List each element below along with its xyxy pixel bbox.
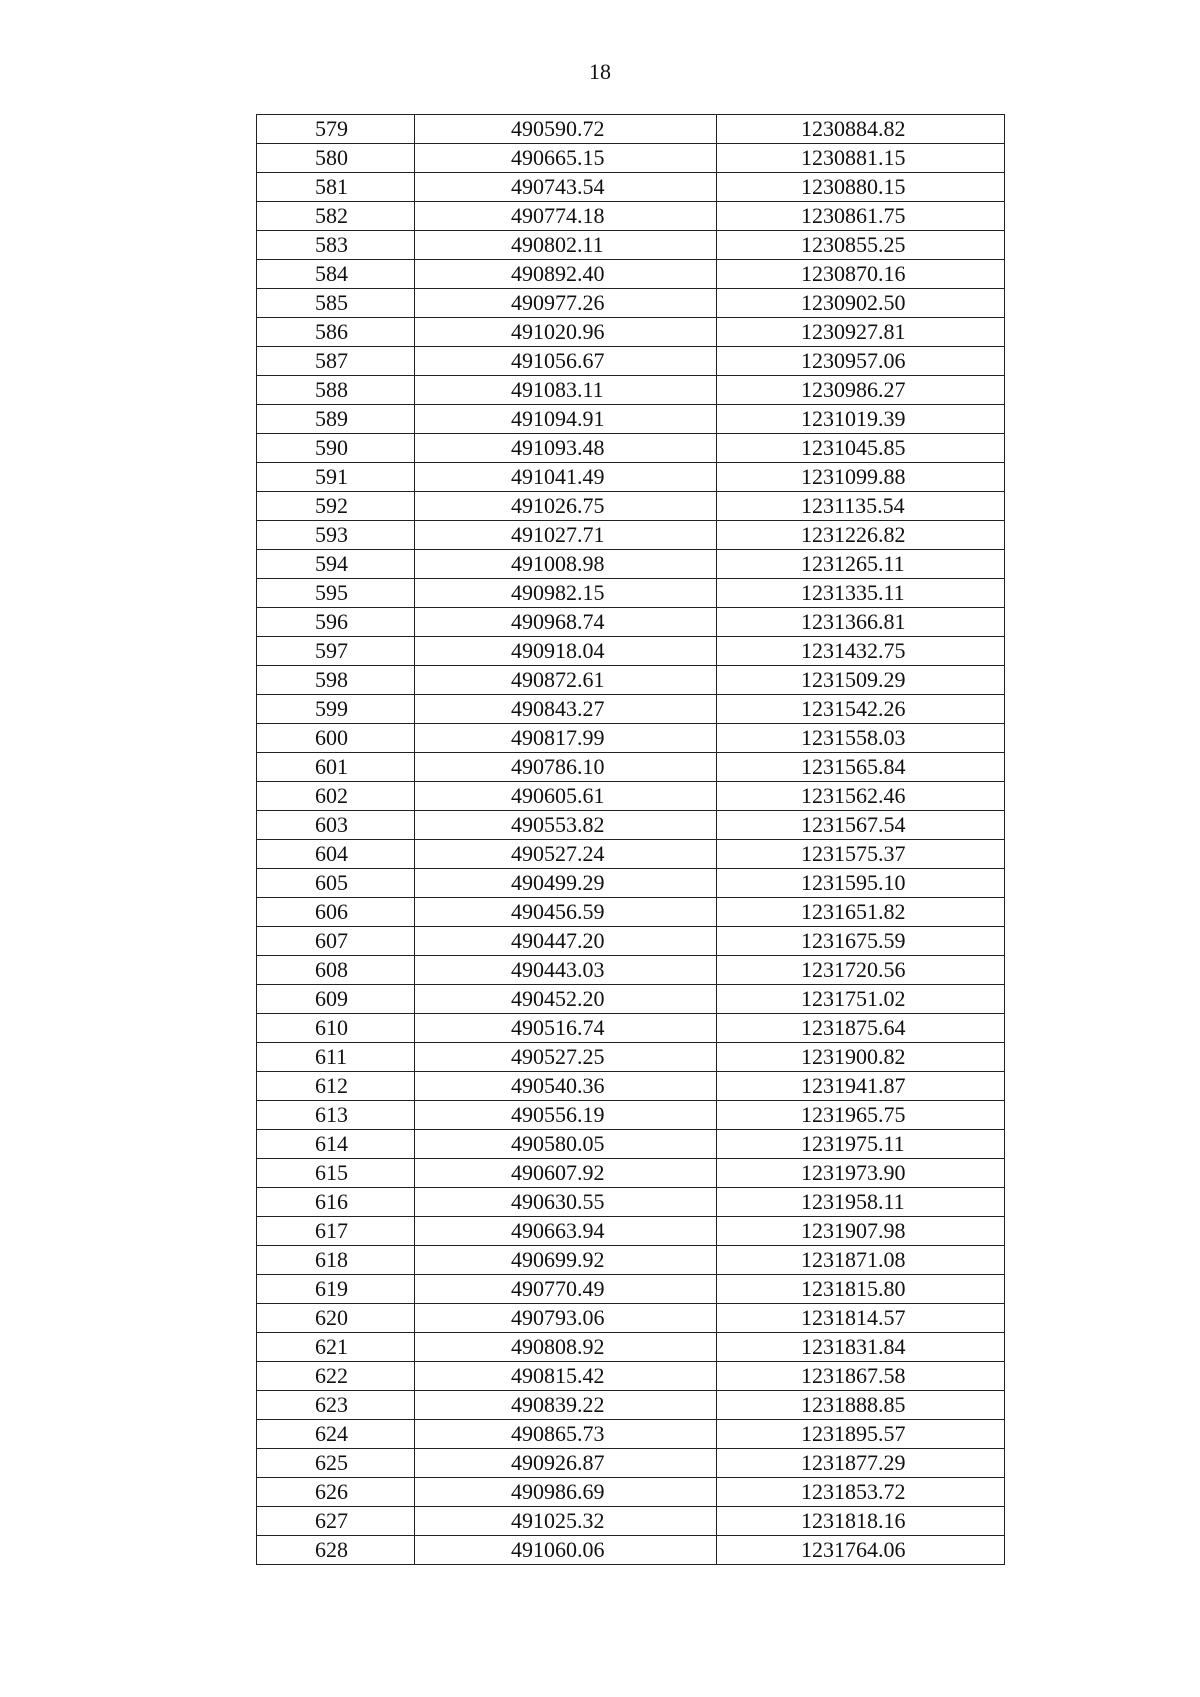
point-number-cell: 619 [257,1275,415,1304]
table-row [257,666,1005,695]
page-number: 18 [589,59,611,84]
table-row [257,1362,1005,1391]
table-row [257,318,1005,347]
x-coordinate-cell: 490770.49 [415,1275,717,1304]
point-number-cell: 621 [257,1333,415,1362]
x-coordinate-cell: 491093.48 [415,434,717,463]
y-coordinate-cell: 1231562.46 [717,782,1005,811]
y-coordinate-cell: 1231366.81 [717,608,1005,637]
point-number-cell: 589 [257,405,415,434]
point-number-cell: 615 [257,1159,415,1188]
point-number-cell: 584 [257,260,415,289]
y-coordinate-cell: 1230957.06 [717,347,1005,376]
point-number-cell: 581 [257,173,415,202]
y-coordinate-cell: 1230884.82 [717,115,1005,144]
table-row [257,579,1005,608]
y-coordinate-cell: 1230927.81 [717,318,1005,347]
table-row [257,840,1005,869]
y-coordinate-cell: 1231751.02 [717,985,1005,1014]
y-coordinate-cell: 1231675.59 [717,927,1005,956]
point-number-cell: 580 [257,144,415,173]
table-row [257,1014,1005,1043]
point-number-cell: 610 [257,1014,415,1043]
x-coordinate-cell: 490786.10 [415,753,717,782]
table-row [257,144,1005,173]
table-row [257,1188,1005,1217]
x-coordinate-cell: 490605.61 [415,782,717,811]
y-coordinate-cell: 1231226.82 [717,521,1005,550]
y-coordinate-cell: 1230870.16 [717,260,1005,289]
y-coordinate-cell: 1230986.27 [717,376,1005,405]
x-coordinate-cell: 490607.92 [415,1159,717,1188]
y-coordinate-cell: 1231831.84 [717,1333,1005,1362]
point-number-cell: 600 [257,724,415,753]
point-number-cell: 612 [257,1072,415,1101]
y-coordinate-cell: 1231335.11 [717,579,1005,608]
table-row [257,1246,1005,1275]
table-row [257,260,1005,289]
point-number-cell: 597 [257,637,415,666]
y-coordinate-cell: 1231432.75 [717,637,1005,666]
y-coordinate-cell: 1231958.11 [717,1188,1005,1217]
y-coordinate-cell: 1231595.10 [717,869,1005,898]
x-coordinate-cell: 490793.06 [415,1304,717,1333]
x-coordinate-cell: 491056.67 [415,347,717,376]
point-number-cell: 616 [257,1188,415,1217]
x-coordinate-cell: 491008.98 [415,550,717,579]
point-number-cell: 594 [257,550,415,579]
table-row [257,608,1005,637]
x-coordinate-cell: 490968.74 [415,608,717,637]
table-row [257,550,1005,579]
table-row [257,1420,1005,1449]
table-row [257,1391,1005,1420]
x-coordinate-cell: 490556.19 [415,1101,717,1130]
x-coordinate-cell: 490499.29 [415,869,717,898]
y-coordinate-cell: 1231900.82 [717,1043,1005,1072]
table-row [257,1304,1005,1333]
x-coordinate-cell: 490918.04 [415,637,717,666]
table-row [257,1130,1005,1159]
y-coordinate-cell: 1231895.57 [717,1420,1005,1449]
x-coordinate-cell: 490982.15 [415,579,717,608]
point-number-cell: 625 [257,1449,415,1478]
table-row [257,1217,1005,1246]
y-coordinate-cell: 1231815.80 [717,1275,1005,1304]
x-coordinate-cell: 490802.11 [415,231,717,260]
y-coordinate-cell: 1231875.64 [717,1014,1005,1043]
x-coordinate-cell: 490527.24 [415,840,717,869]
x-coordinate-cell: 490452.20 [415,985,717,1014]
table-row [257,231,1005,260]
table-row [257,1333,1005,1362]
point-number-cell: 614 [257,1130,415,1159]
x-coordinate-cell: 490527.25 [415,1043,717,1072]
x-coordinate-cell: 490926.87 [415,1449,717,1478]
table-row [257,695,1005,724]
point-number-cell: 587 [257,347,415,376]
x-coordinate-cell: 491083.11 [415,376,717,405]
y-coordinate-cell: 1230855.25 [717,231,1005,260]
x-coordinate-cell: 490743.54 [415,173,717,202]
x-coordinate-cell: 490872.61 [415,666,717,695]
point-number-cell: 586 [257,318,415,347]
y-coordinate-cell: 1231867.58 [717,1362,1005,1391]
x-coordinate-cell: 490843.27 [415,695,717,724]
point-number-cell: 613 [257,1101,415,1130]
y-coordinate-cell: 1231888.85 [717,1391,1005,1420]
table-row [257,434,1005,463]
point-number-cell: 596 [257,608,415,637]
y-coordinate-cell: 1230880.15 [717,173,1005,202]
point-number-cell: 607 [257,927,415,956]
y-coordinate-cell: 1231575.37 [717,840,1005,869]
point-number-cell: 603 [257,811,415,840]
point-number-cell: 601 [257,753,415,782]
point-number-cell: 582 [257,202,415,231]
x-coordinate-cell: 491025.32 [415,1507,717,1536]
y-coordinate-cell: 1231509.29 [717,666,1005,695]
table-row [257,521,1005,550]
table-row [257,173,1005,202]
x-coordinate-cell: 490815.42 [415,1362,717,1391]
table-row [257,1507,1005,1536]
point-number-cell: 626 [257,1478,415,1507]
y-coordinate-cell: 1231975.11 [717,1130,1005,1159]
table-row [257,1072,1005,1101]
y-coordinate-cell: 1231871.08 [717,1246,1005,1275]
table-row [257,202,1005,231]
table-row [257,1536,1005,1565]
point-number-cell: 598 [257,666,415,695]
point-number-cell: 605 [257,869,415,898]
table-row [257,898,1005,927]
x-coordinate-cell: 490817.99 [415,724,717,753]
y-coordinate-cell: 1231558.03 [717,724,1005,753]
table-row [257,927,1005,956]
y-coordinate-cell: 1231720.56 [717,956,1005,985]
table-row [257,956,1005,985]
table-row [257,115,1005,144]
point-number-cell: 628 [257,1536,415,1565]
y-coordinate-cell: 1231567.54 [717,811,1005,840]
point-number-cell: 599 [257,695,415,724]
table-row [257,637,1005,666]
table-row [257,1101,1005,1130]
y-coordinate-cell: 1231907.98 [717,1217,1005,1246]
x-coordinate-cell: 491020.96 [415,318,717,347]
x-coordinate-cell: 490456.59 [415,898,717,927]
x-coordinate-cell: 490540.36 [415,1072,717,1101]
table-row [257,1043,1005,1072]
coordinates-table [256,114,1005,1565]
x-coordinate-cell: 491041.49 [415,463,717,492]
y-coordinate-cell: 1230861.75 [717,202,1005,231]
x-coordinate-cell: 490630.55 [415,1188,717,1217]
point-number-cell: 622 [257,1362,415,1391]
x-coordinate-cell: 490590.72 [415,115,717,144]
point-number-cell: 617 [257,1217,415,1246]
table-row [257,1159,1005,1188]
table-row [257,782,1005,811]
x-coordinate-cell: 490580.05 [415,1130,717,1159]
point-number-cell: 608 [257,956,415,985]
x-coordinate-cell: 490663.94 [415,1217,717,1246]
x-coordinate-cell: 490986.69 [415,1478,717,1507]
table-row [257,347,1005,376]
table-row [257,1275,1005,1304]
point-number-cell: 579 [257,115,415,144]
y-coordinate-cell: 1231941.87 [717,1072,1005,1101]
x-coordinate-cell: 491060.06 [415,1536,717,1565]
y-coordinate-cell: 1231853.72 [717,1478,1005,1507]
point-number-cell: 595 [257,579,415,608]
x-coordinate-cell: 490839.22 [415,1391,717,1420]
point-number-cell: 604 [257,840,415,869]
x-coordinate-cell: 490553.82 [415,811,717,840]
point-number-cell: 583 [257,231,415,260]
point-number-cell: 590 [257,434,415,463]
table-row [257,492,1005,521]
y-coordinate-cell: 1231099.88 [717,463,1005,492]
y-coordinate-cell: 1231973.90 [717,1159,1005,1188]
x-coordinate-cell: 490516.74 [415,1014,717,1043]
y-coordinate-cell: 1231651.82 [717,898,1005,927]
table-row [257,463,1005,492]
point-number-cell: 606 [257,898,415,927]
y-coordinate-cell: 1231045.85 [717,434,1005,463]
x-coordinate-cell: 491094.91 [415,405,717,434]
x-coordinate-cell: 490447.20 [415,927,717,956]
y-coordinate-cell: 1231565.84 [717,753,1005,782]
y-coordinate-cell: 1230881.15 [717,144,1005,173]
table-row [257,1478,1005,1507]
y-coordinate-cell: 1231877.29 [717,1449,1005,1478]
table-row [257,376,1005,405]
point-number-cell: 593 [257,521,415,550]
point-number-cell: 623 [257,1391,415,1420]
table-row [257,869,1005,898]
y-coordinate-cell: 1231265.11 [717,550,1005,579]
table-row [257,1449,1005,1478]
y-coordinate-cell: 1231814.57 [717,1304,1005,1333]
x-coordinate-cell: 490865.73 [415,1420,717,1449]
y-coordinate-cell: 1231019.39 [717,405,1005,434]
coordinates-table-body [257,115,1005,1565]
x-coordinate-cell: 490977.26 [415,289,717,318]
x-coordinate-cell: 490774.18 [415,202,717,231]
point-number-cell: 627 [257,1507,415,1536]
x-coordinate-cell: 491027.71 [415,521,717,550]
table-row [257,405,1005,434]
table-row [257,724,1005,753]
point-number-cell: 609 [257,985,415,1014]
x-coordinate-cell: 491026.75 [415,492,717,521]
x-coordinate-cell: 490892.40 [415,260,717,289]
x-coordinate-cell: 490808.92 [415,1333,717,1362]
x-coordinate-cell: 490443.03 [415,956,717,985]
y-coordinate-cell: 1231764.06 [717,1536,1005,1565]
point-number-cell: 602 [257,782,415,811]
point-number-cell: 611 [257,1043,415,1072]
y-coordinate-cell: 1231542.26 [717,695,1005,724]
table-row [257,985,1005,1014]
table-row [257,753,1005,782]
table-row [257,289,1005,318]
point-number-cell: 592 [257,492,415,521]
point-number-cell: 624 [257,1420,415,1449]
x-coordinate-cell: 490665.15 [415,144,717,173]
y-coordinate-cell: 1230902.50 [717,289,1005,318]
point-number-cell: 591 [257,463,415,492]
y-coordinate-cell: 1231965.75 [717,1101,1005,1130]
point-number-cell: 585 [257,289,415,318]
point-number-cell: 620 [257,1304,415,1333]
table-row [257,811,1005,840]
x-coordinate-cell: 490699.92 [415,1246,717,1275]
point-number-cell: 618 [257,1246,415,1275]
point-number-cell: 588 [257,376,415,405]
y-coordinate-cell: 1231135.54 [717,492,1005,521]
y-coordinate-cell: 1231818.16 [717,1507,1005,1536]
